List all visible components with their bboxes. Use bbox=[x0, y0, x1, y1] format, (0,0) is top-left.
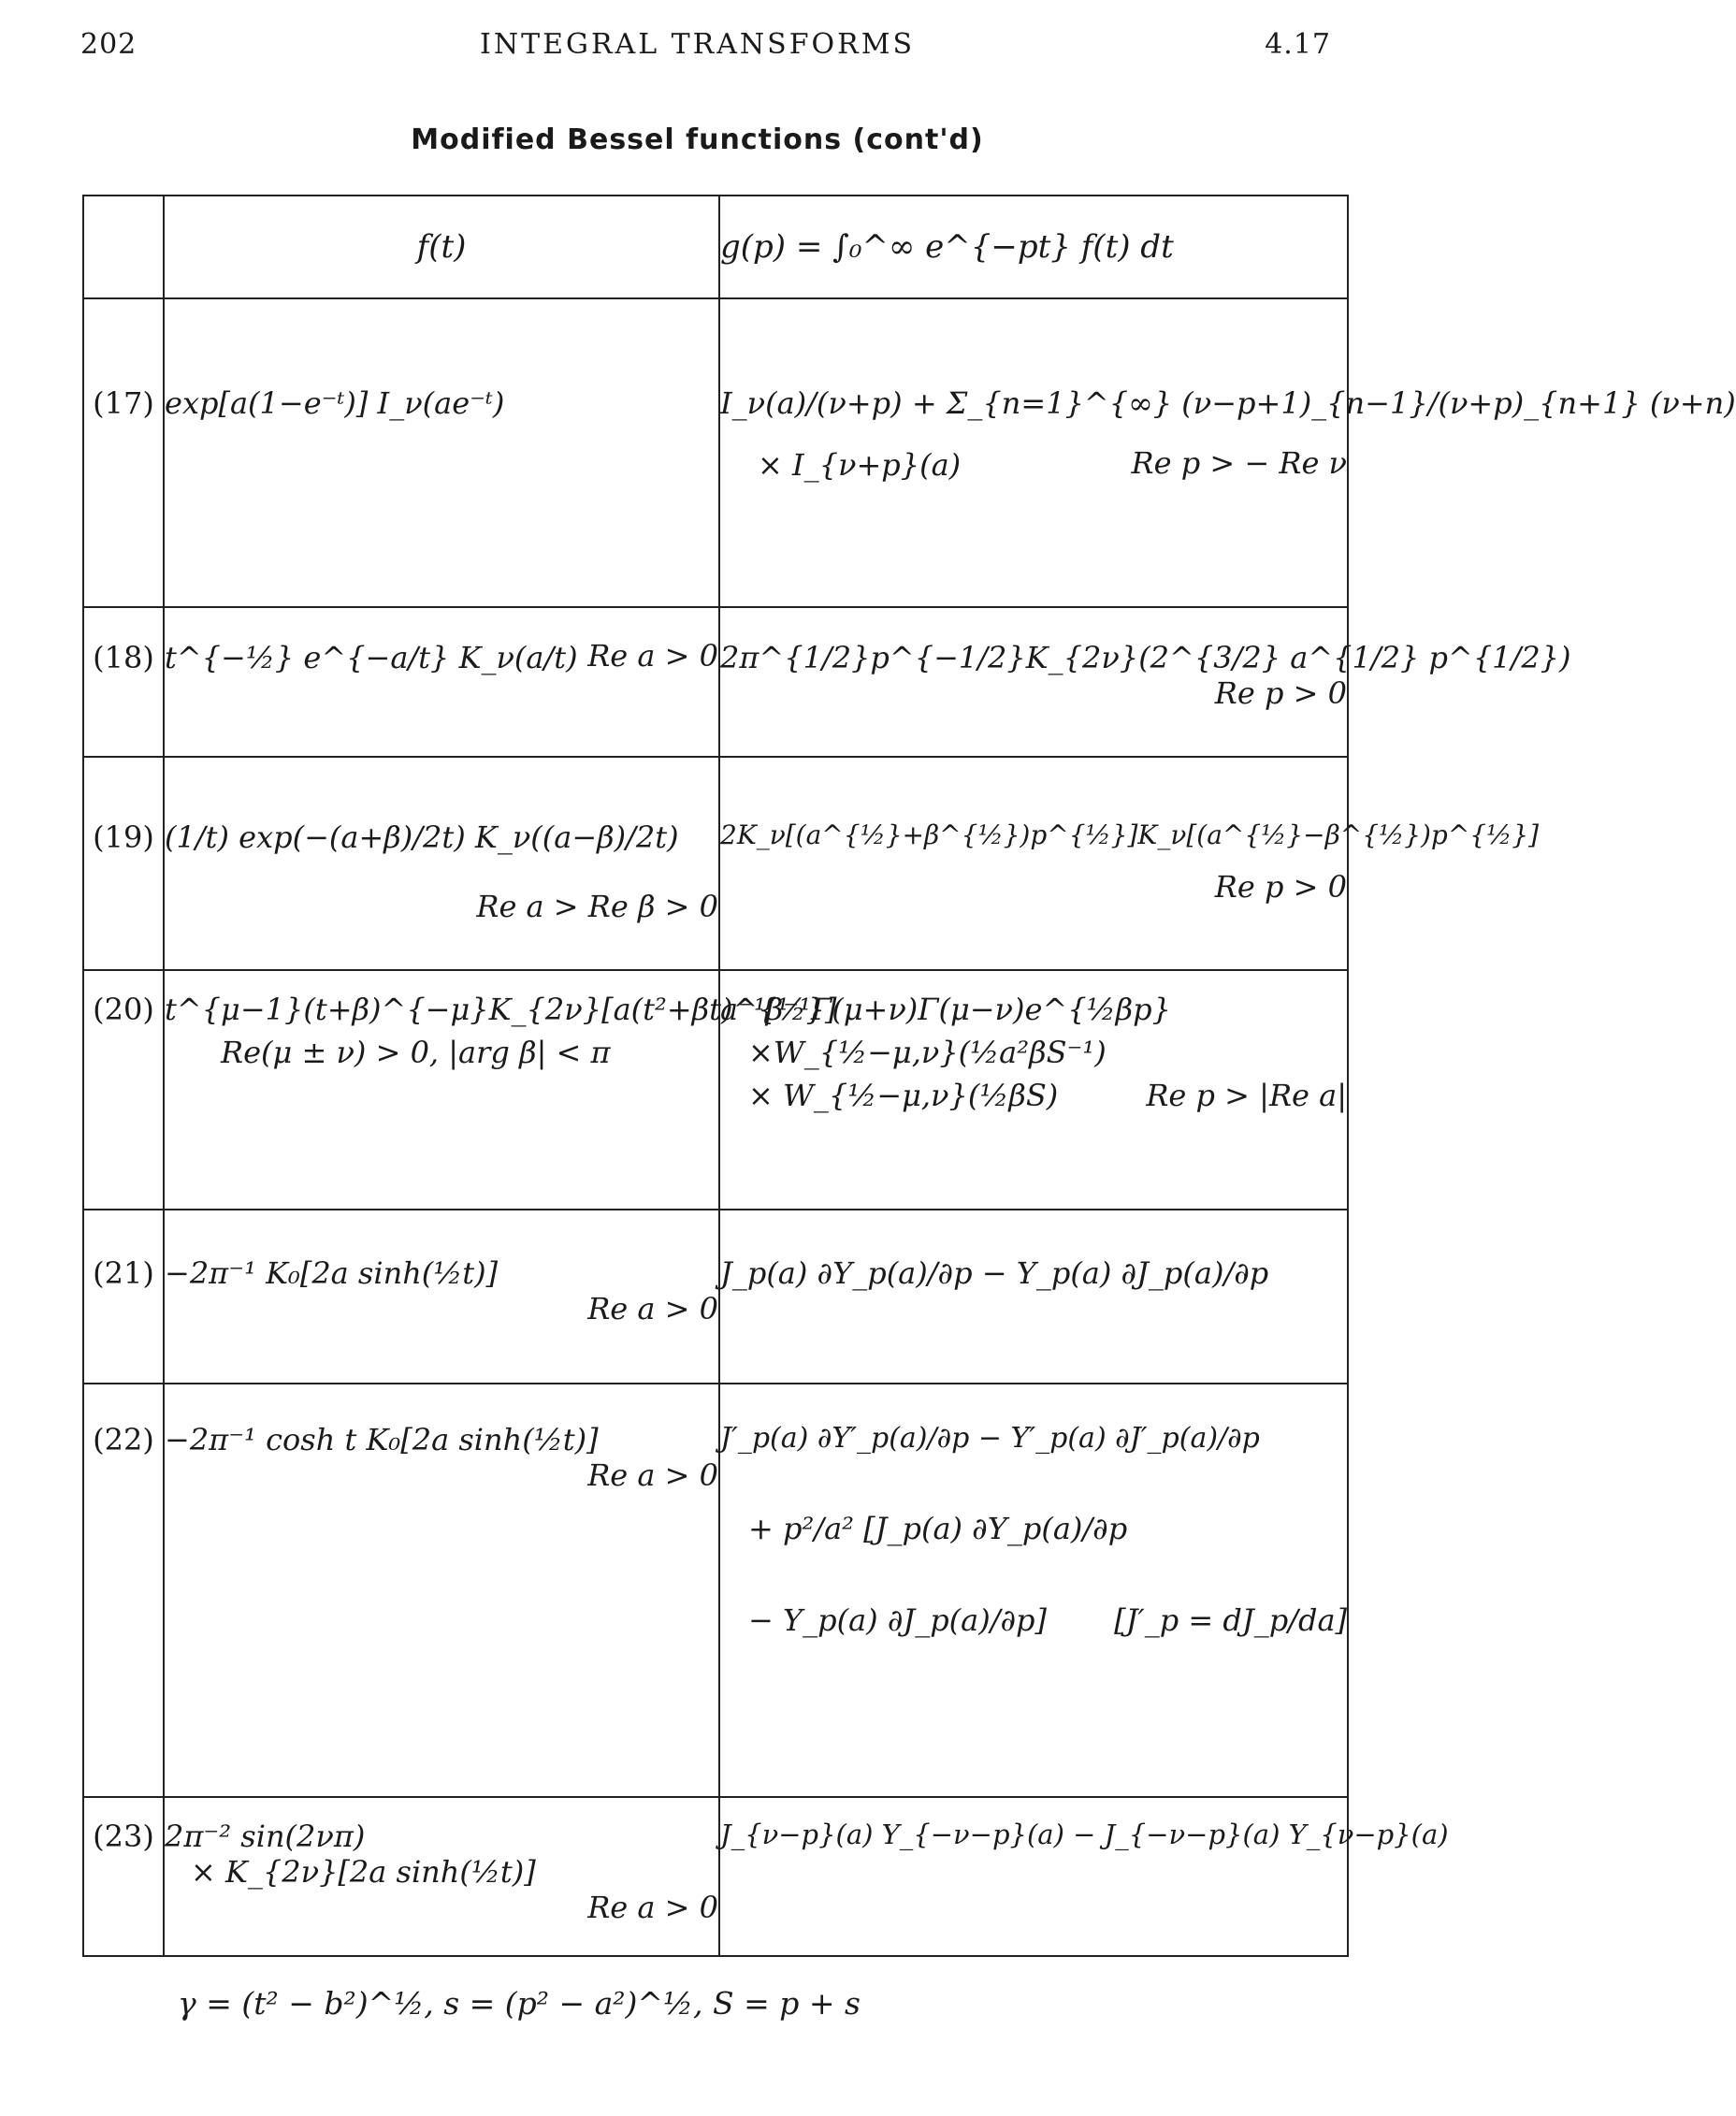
f-cell bbox=[164, 970, 837, 1210]
f-cell bbox=[164, 757, 719, 970]
table-row bbox=[83, 607, 1348, 757]
f-cell bbox=[164, 1210, 719, 1384]
footer-definitions: γ = (t² − b²)^½, s = (p² − a²)^½, S = p + s bbox=[178, 1985, 861, 2022]
table-header-row bbox=[83, 196, 1348, 298]
f-expr: −2π⁻¹ cosh t K₀[2a sinh(½t)] bbox=[165, 1422, 599, 1457]
f-expr: × K_{2ν}[2a sinh(½t)] bbox=[191, 1854, 536, 1890]
g-condition: [J′_p = dJ_p/da] bbox=[1114, 1602, 1347, 1638]
g-expr: 2π^{1/2}p^{−1/2}K_{2ν}(2^{3/2} a^{1/2} p^{1/2}) bbox=[720, 640, 1571, 675]
f-cell bbox=[164, 607, 719, 757]
f-expr: t^{μ−1}(t+β)^{−μ}K_{2ν}[a(t²+βt)^{½}] bbox=[165, 992, 837, 1027]
f-expr: −2π⁻¹ K₀[2a sinh(½t)] bbox=[165, 1255, 499, 1291]
f-condition: Re a > 0 bbox=[587, 1457, 718, 1493]
f-cell bbox=[164, 1797, 719, 1956]
g-condition: Re p > |Re a| bbox=[1146, 1078, 1347, 1113]
g-condition: Re p > 0 bbox=[1214, 869, 1347, 905]
f-cell bbox=[164, 1384, 719, 1797]
page-number: 202 bbox=[80, 28, 137, 61]
transform-table bbox=[82, 195, 1736, 1957]
row-number: (20) bbox=[83, 970, 164, 1210]
section-number: 4.17 bbox=[1265, 28, 1331, 61]
f-expr: (1/t) exp(−(a+β)/2t) K_ν((a−β)/2t) bbox=[165, 819, 679, 855]
g-cell bbox=[719, 970, 1348, 1210]
g-cell bbox=[719, 298, 1736, 607]
running-title: INTEGRAL TRANSFORMS bbox=[479, 28, 916, 61]
g-expr: × W_{½−μ,ν}(½βS) bbox=[748, 1078, 1059, 1113]
g-expr: I_ν(a)/(ν+p) + Σ_{n=1}^{∞} (ν−p+1)_{n−1}/(ν+p)_{n+1} (ν+n) bbox=[720, 385, 1736, 421]
table-row bbox=[83, 1797, 1348, 1956]
table-row bbox=[83, 1384, 1348, 1797]
f-condition: Re a > 0 bbox=[587, 1291, 718, 1326]
g-cell bbox=[719, 757, 1539, 970]
f-expr: t^{−½} e^{−a/t} K_ν(a/t) bbox=[165, 640, 578, 675]
header-g-cell: g(p) = ∫₀^∞ e^{−pt} f(t) dt bbox=[719, 196, 1348, 298]
f-expr: exp[a(1−e⁻ᵗ)] I_ν(ae⁻ᵗ) bbox=[165, 385, 505, 421]
f-condition: Re a > Re β > 0 bbox=[476, 889, 718, 924]
g-condition: Re p > − Re ν bbox=[1131, 445, 1347, 481]
g-expr: J_p(a) ∂Y_p(a)/∂p − Y_p(a) ∂J_p(a)/∂p bbox=[720, 1255, 1269, 1291]
g-cell bbox=[719, 1797, 1449, 1956]
page-subtitle: Modified Bessel functions (cont'd) bbox=[411, 123, 984, 156]
row-number: (22) bbox=[83, 1384, 164, 1797]
g-expr: ×W_{½−μ,ν}(½a²βS⁻¹) bbox=[748, 1035, 1107, 1070]
g-expr: × I_{ν+p}(a) bbox=[758, 447, 962, 483]
g-expr: J′_p(a) ∂Y′_p(a)/∂p − Y′_p(a) ∂J′_p(a)/∂p bbox=[720, 1422, 1260, 1455]
g-cell bbox=[719, 1384, 1348, 1797]
f-cell bbox=[164, 298, 719, 607]
g-cell bbox=[719, 1210, 1348, 1384]
g-condition: Re p > 0 bbox=[1214, 675, 1347, 711]
g-expr: 2K_ν[(a^{½}+β^{½})p^{½}]K_ν[(a^{½}−β^{½})p^{½}] bbox=[720, 819, 1539, 850]
g-cell bbox=[719, 607, 1571, 757]
row-number: (23) bbox=[83, 1797, 164, 1956]
f-condition: Re a > 0 bbox=[587, 1890, 718, 1925]
header-num-cell bbox=[83, 196, 164, 298]
header-f-cell: f(t) bbox=[164, 196, 719, 298]
g-expr: − Y_p(a) ∂J_p(a)/∂p] bbox=[748, 1602, 1048, 1638]
table-row bbox=[83, 757, 1348, 970]
f-condition: Re(μ ± ν) > 0, |arg β| < π bbox=[221, 1035, 611, 1070]
table-row bbox=[83, 970, 1348, 1210]
f-condition: Re a > 0 bbox=[587, 638, 718, 674]
row-number: (21) bbox=[83, 1210, 164, 1384]
g-expr: J_{ν−p}(a) Y_{−ν−p}(a) − J_{−ν−p}(a) Y_{ν−p}(a) bbox=[720, 1819, 1449, 1850]
table-row bbox=[83, 1210, 1348, 1384]
g-expr: + p²/a² [J_p(a) ∂Y_p(a)/∂p bbox=[748, 1511, 1128, 1546]
row-number: (18) bbox=[83, 607, 164, 757]
row-number: (17) bbox=[83, 298, 164, 607]
f-expr: 2π⁻² sin(2νπ) bbox=[165, 1819, 366, 1854]
row-number: (19) bbox=[83, 757, 164, 970]
g-expr: a⁻¹β⁻¹Γ(μ+ν)Γ(μ−ν)e^{½βp} bbox=[720, 992, 1171, 1027]
table-row bbox=[83, 298, 1348, 607]
